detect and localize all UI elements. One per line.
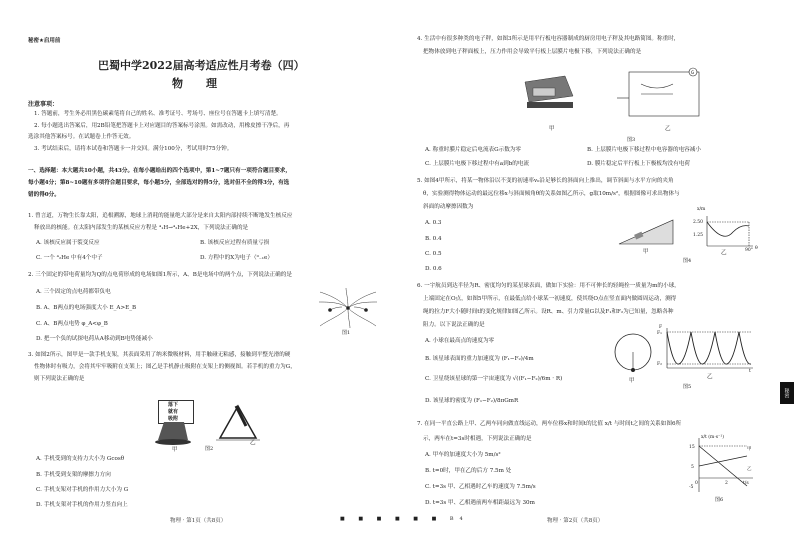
figure-6-caption: 图6 <box>715 497 724 503</box>
section-heading: 一、选择题：本大题共10小题，共43分。在每小题给出的四个选项中，第1~7题只有一项符合题目要求， <box>28 168 291 174</box>
subject-title: 物 理 <box>172 77 223 90</box>
figure-4-incline <box>617 216 677 248</box>
figure-5-caption: 图5 <box>683 384 692 390</box>
figure-4-y-tick: 1.25 <box>693 233 704 238</box>
question-6-text: 上端固定在O点，如图5甲所示，在最低点给小球某一初速度，使其绕O点在竖直面内做圆周运动，测得 <box>423 296 677 302</box>
figure-5-f-axis: F <box>659 325 663 330</box>
option-a: A. 手机受到的支持力大小为 Gcosθ <box>36 456 125 462</box>
figure-6-x-tick: 0 <box>695 481 698 486</box>
question-1-text: 释放出的核能。在太阳内部发生的某核反应方程是 ⁴₁H→⁴₂He+2X，下列说法正确的是 <box>34 225 249 231</box>
figure-4-yi: 乙 <box>721 250 727 256</box>
center-footer-marks: ■ ■ ■ ■ ■ ■ B4 <box>340 516 469 522</box>
figure-4-jia: 甲 <box>643 249 649 255</box>
option-b: B. 上层膜片电极下移过程中电容器的电容减小 <box>587 147 701 153</box>
figure-6-series-jia: 甲 <box>747 447 752 452</box>
figure-3-yi: 乙 <box>665 126 671 132</box>
figure-5-jia: 甲 <box>629 378 635 384</box>
figure-3-scale-circuit <box>517 62 727 126</box>
sign-line: 就有 <box>168 409 179 415</box>
option-c: C. A、B两点电势 φ_A<φ_B <box>36 321 108 327</box>
figure-4-x-label: θ <box>755 246 758 251</box>
option-b: B. 手机受到支架的摩擦力方向 <box>36 472 111 478</box>
figure-1-field-lines <box>318 288 378 328</box>
page-footer: 物理 · 第2页（共8页） <box>547 518 604 524</box>
figure-2-caption: 图2 <box>205 446 214 452</box>
figure-5-t-axis: t <box>749 369 751 374</box>
question-7-text: 7. 在同一平直公路上甲、乙两车同向做直线运动，两车位移x和时间t的比值 x/t 与时间t之间的关系如图6所 <box>417 421 682 427</box>
note-line: 2. 每小题选出答案后，用2B铅笔把答题卡上对应题目的答案标号涂黑。如需改动，用橡皮擦干净后，再 <box>34 123 290 129</box>
question-5-text: 斜面的动摩擦因数为 <box>423 204 474 210</box>
figure-3-jia: 甲 <box>549 126 555 132</box>
figure-5-yi: 乙 <box>707 374 713 380</box>
option-d: D. 该星球的密度为 (F₁−F₂)/8πGmR <box>425 398 519 404</box>
question-6-text: 阻力。以下说法正确的是 <box>423 322 485 328</box>
figure-4-x-tick: 90° <box>745 248 753 253</box>
figure-6-x-tick: 2 <box>725 481 728 486</box>
question-5-text: 5. 如图4甲所示，将某一物体沿以不变的初速率v₀沿足够长的斜面向上推出，调节斜面与水平方向的夹角 <box>417 178 674 184</box>
figure-6-y-tick: 5 <box>691 465 694 470</box>
question-3-text: 性物体时有吸力，会将其牢牢吸附在支架上；图乙是手机静止吸附在支架上的侧视图。若手机的重力为G， <box>34 364 296 370</box>
question-5-text: θ，实验测得物体运动的最远位移x与斜面倾角θ的关系如图乙所示，g取10m/s²，根据图像可求出物体与 <box>423 191 680 197</box>
secret-label: 秘密★启用前 <box>28 38 61 44</box>
note-line: 选涂其他答案标号。在试题卷上作答无效。 <box>28 134 135 140</box>
sign-line: 吸附 <box>168 416 179 422</box>
figure-5-f2: F₂ <box>657 362 662 367</box>
question-6-text: 绳的拉力F大小随时间t的变化规律如图乙所示。设R、m、引力常量G以及F₁和F₂为已知量，忽略各种 <box>423 309 674 315</box>
option-c: C. 卫星绕该星球的第一宇宙速度为 √((F₁−F₂)/6m · R) <box>425 376 563 382</box>
figure-5-circle <box>611 330 655 380</box>
question-4-text: 4. 生活中有很多种类的电子秤，如图3所示是用平行板电容器制成的厨房用电子秤及其电路简图。称重时， <box>417 36 680 42</box>
option-a: A. 甲车的加速度大小为 5m/s² <box>425 452 501 458</box>
option-c: C. 0.5 <box>425 251 442 257</box>
option-c: C. 上层膜片电极下移过程中有a到b的电流 <box>425 161 530 167</box>
option-b: B. 该星球表面的重力加速度为 (F₁−F₂)/4m <box>425 356 534 362</box>
figure-4-y-tick: 2.50 <box>693 220 704 225</box>
question-2-text: 2. 三个固定的带电荷量均为Q的点电荷形成的电场如图1所示，A、B是电场中的两个点，下列说法正确的是 <box>28 272 292 278</box>
option-d: D. 手机支架对手机的作用力竖直向上 <box>36 502 128 508</box>
figure-6-x-tick: t/s <box>743 481 749 486</box>
option-d: D. 0.6 <box>425 266 442 272</box>
option-d: D. 方程中的X为电子（⁰₋₁e） <box>200 255 273 261</box>
figure-6-y-tick: -5 <box>689 485 694 490</box>
figure-6-series-yi: 乙 <box>747 467 752 472</box>
figure-6-graph <box>687 436 755 496</box>
question-3-text: 则下列说法正确的是 <box>34 376 85 382</box>
figure-4-caption: 图4 <box>683 258 692 264</box>
option-a: A. 该核反应属于裂变反应 <box>36 240 100 246</box>
sign-line: 落下 <box>168 402 179 408</box>
note-line: 1. 答题前，考生务必用黑色碳素笔将自己的姓名、准考证号、考场号、座位号在答题卡上填写清楚。 <box>34 111 282 117</box>
option-b: B. 该核反应过程有质量亏损 <box>200 240 270 246</box>
question-7-text: 示，两车在t=3s时相遇，下列说法正确的是 <box>423 436 532 442</box>
question-6-text: 6. 一宇航员到达半径为R、密度均匀的某星球表面，做如下实验：用不可伸长的轻绳拴一质量为m的小球， <box>417 283 680 289</box>
figure-1-caption: 图1 <box>342 330 351 336</box>
right-page <box>397 0 794 544</box>
option-b: B. 0.4 <box>425 236 442 242</box>
exam-title: 巴蜀中学2022届高考适应性月考卷（四） <box>98 59 305 72</box>
note-line: 3. 考试结束后，请将本试卷和答题卡一并交回。满分100分，考试用时75分钟。 <box>34 146 233 152</box>
page-footer: 物理 · 第1页（共8页） <box>170 518 227 524</box>
question-4-text: 把物体放到电子秤面板上，压力作用会导致平行板上层膜片电极下移，下列说法正确的是 <box>423 49 642 55</box>
option-c: C. t=3s 甲、乙相遇时乙车的速度为 7.5m/s <box>425 484 536 490</box>
figure-6-y-tick: 15 <box>689 445 695 450</box>
notes-heading: 注意事项： <box>28 101 59 108</box>
option-c: C. 手机支架对手机的作用力大小为 G <box>36 487 129 493</box>
option-d: D. 把一个负的试探电荷从A移动到B电势能减小 <box>36 336 153 342</box>
option-d: D. 膜片稳定后平行板上下极板均没有电荷 <box>587 161 690 167</box>
figure-3-caption: 图3 <box>627 137 636 143</box>
option-d: D. t=3s 甲、乙相遇前两车相距最远为 30m <box>425 500 535 506</box>
option-b: B. t=0时，甲在乙的后方 7.5m 处 <box>425 468 512 474</box>
figure-5-f1: F₁ <box>657 331 662 336</box>
option-a: A. 三个固定的点电荷都带负电 <box>36 289 111 295</box>
question-3-text: 3. 如图2所示，图甲是一款手机支架，其表面采用了纳米微吸材料，用手触碰无粘感，接触到平整光滑的硬 <box>28 352 291 358</box>
option-a: A. 0.3 <box>425 220 442 226</box>
side-tab: 秘密 <box>780 382 794 404</box>
option-c: C. 一个 ⁴₂He 中有4个中子 <box>36 255 103 261</box>
option-b: B. A、B两点的电场强度大小 E_A>E_B <box>36 305 137 311</box>
option-a: A. 称重时膜片稳定后电流表G示数为零 <box>425 147 521 153</box>
figure-6-y-label: x/t (m·s⁻¹) <box>701 435 724 440</box>
section-heading: 错的得0分。 <box>28 192 60 198</box>
section-heading: 每小题4分；第8~10题有多项符合题目要求，每小题5分，全部选对的得5分，选对但不全的得3分，有选 <box>28 180 290 186</box>
option-a: A. 小球在最高点的速度为零 <box>425 338 495 344</box>
figure-4-y-label: x/m <box>697 207 706 212</box>
question-1-text: 1. 曾言道，万物生长靠太阳，追根溯源，地球上消耗的能量绝大部分是来自太阳内部持续不断地发生核反应 <box>28 213 293 219</box>
svg-text:G: G <box>691 70 695 75</box>
figure-5-graph <box>659 326 755 372</box>
figure-2-jia: 甲 <box>172 447 178 453</box>
figure-2-yi: 乙 <box>250 440 256 446</box>
